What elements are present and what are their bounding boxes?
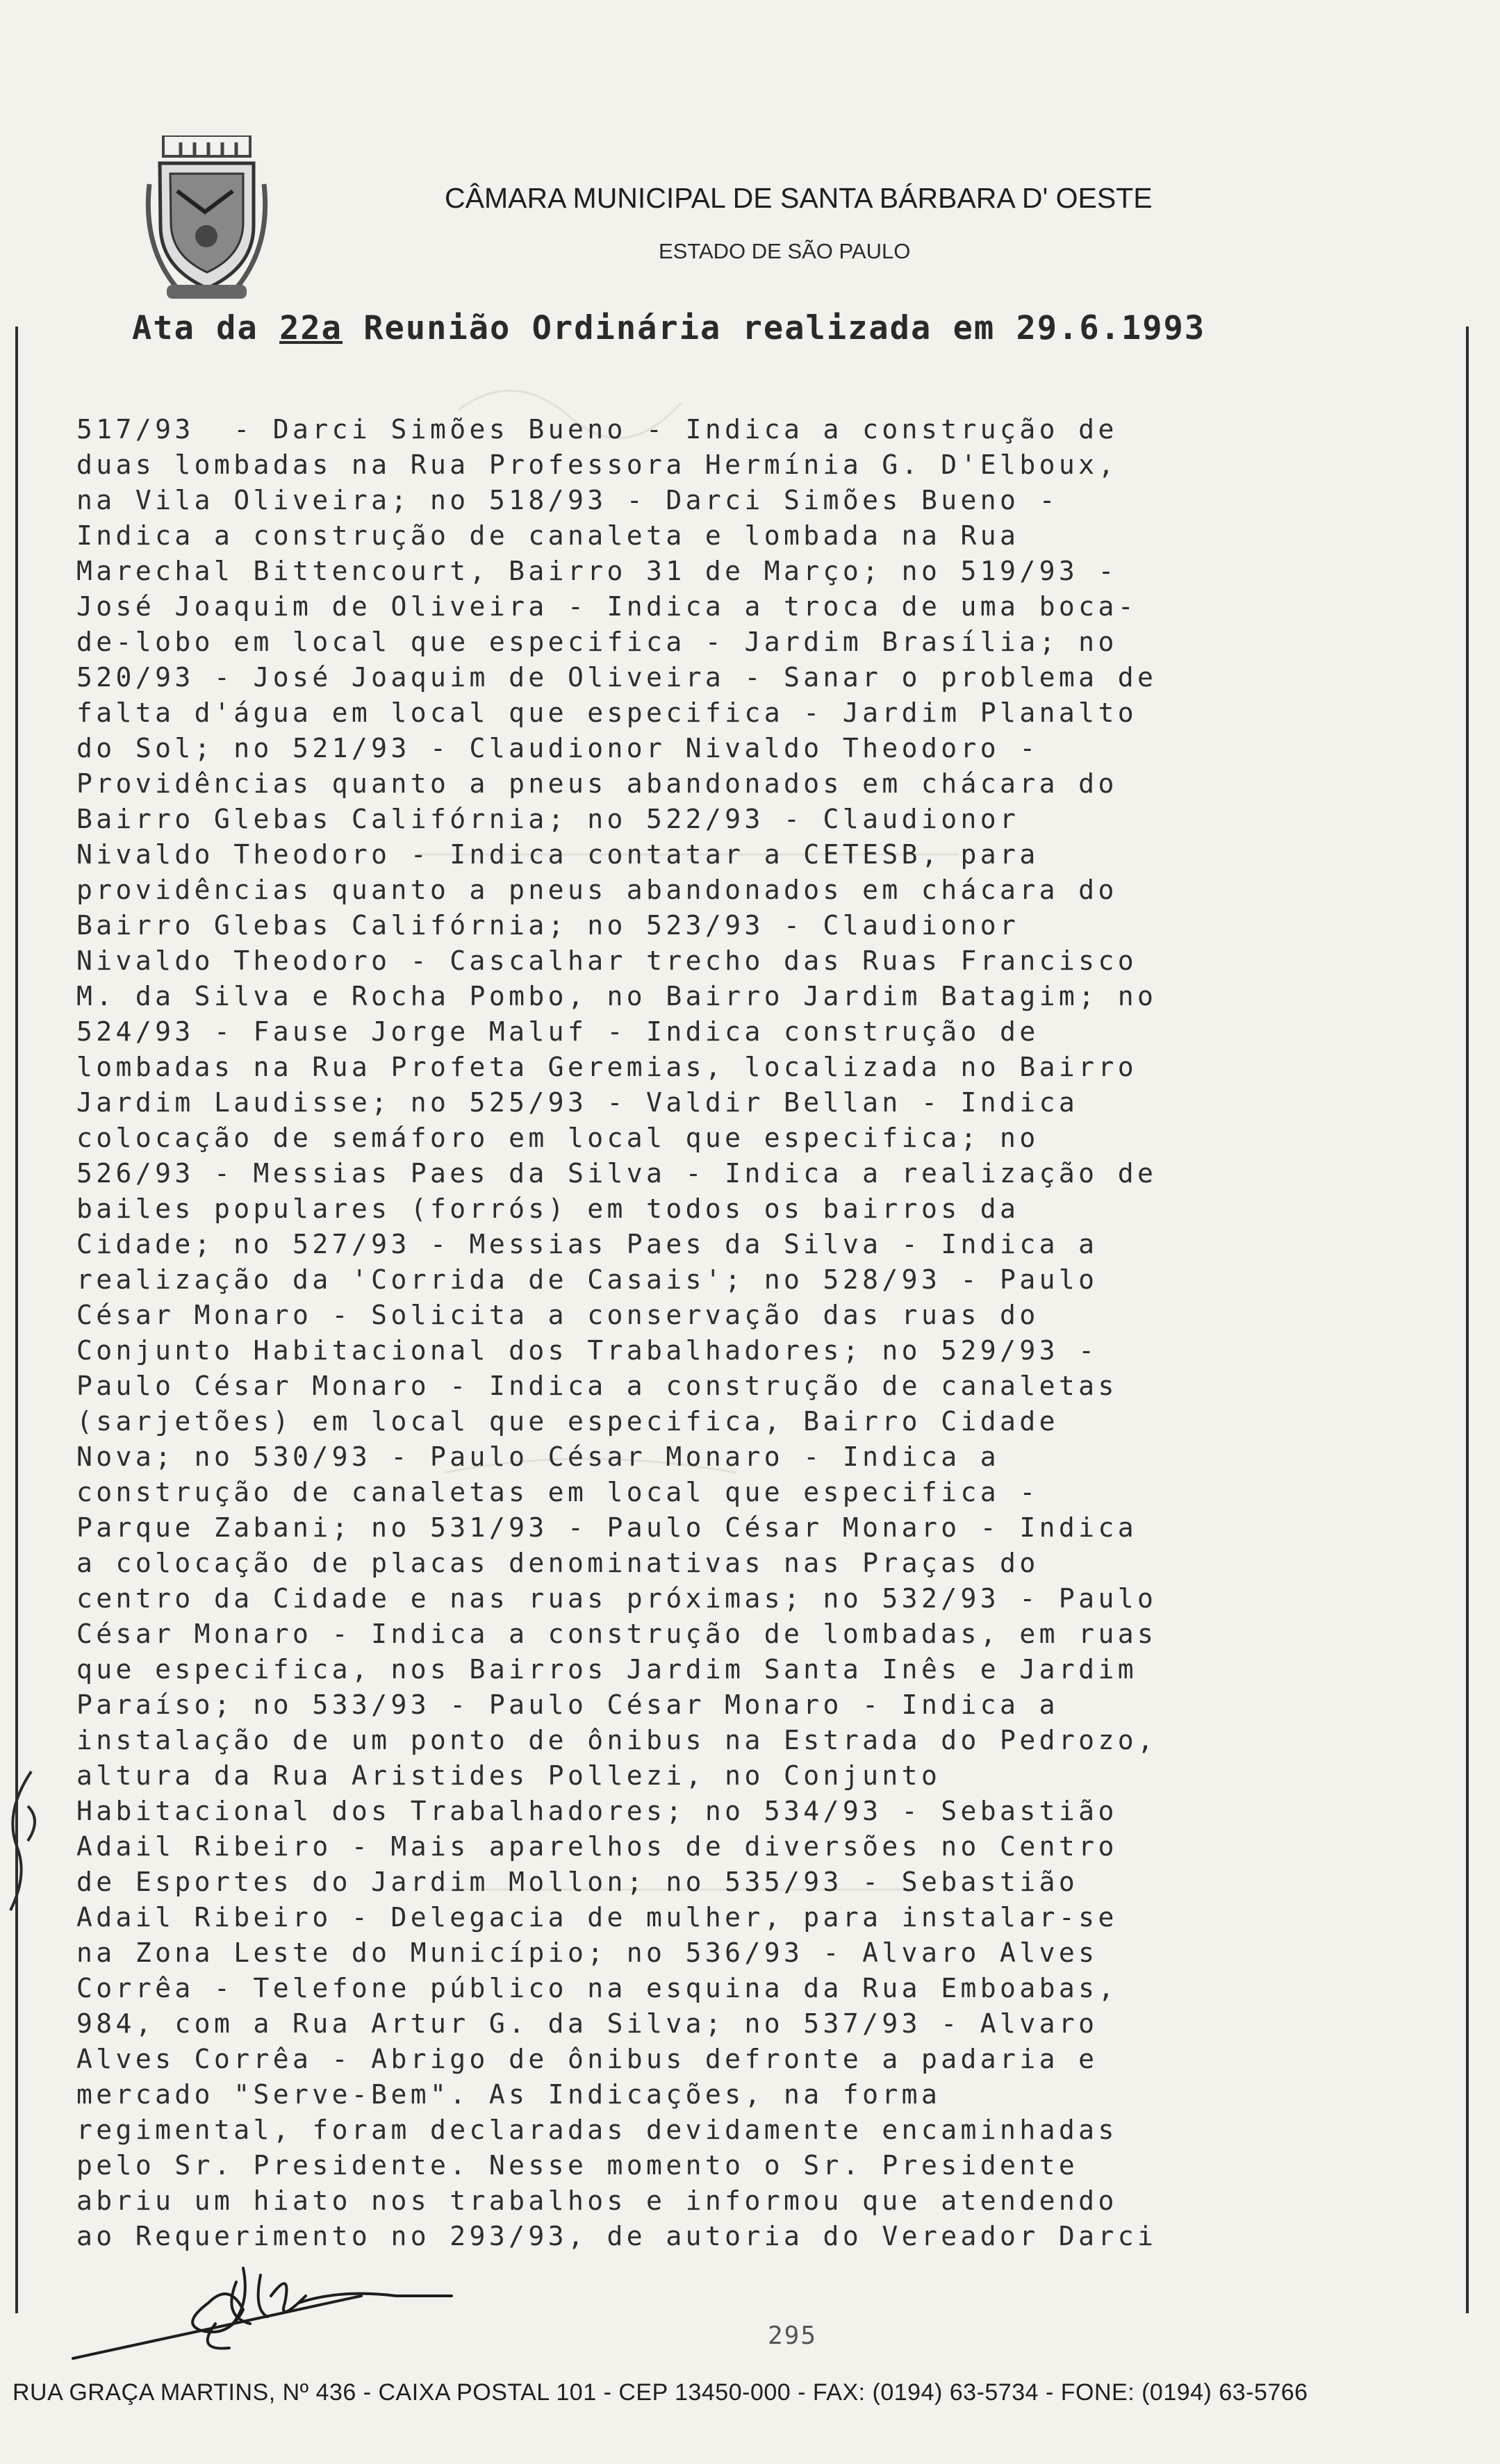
body-line: M. da Silva e Rocha Pombo, no Bairro Jardim Batagim; no [76, 981, 1157, 1011]
body-line: construção de canaletas em local que especifica - [76, 1477, 1039, 1507]
body-line: que especifica, nos Bairros Jardim Santa Inês e Jardim [76, 1654, 1138, 1685]
body-line: Adail Ribeiro - Delegacia de mulher, para instalar-se [76, 1902, 1118, 1933]
body-line: Habitacional dos Trabalhadores; no 534/93 - Sebastião [76, 1796, 1118, 1826]
body-line: Marechal Bittencourt, Bairro 31 de Março; no 519/93 - [76, 556, 1118, 586]
body-line: a colocação de placas denominativas nas Praças do [76, 1548, 1039, 1578]
body-line: Parque Zabani; no 531/93 - Paulo César Monaro - Indica [76, 1512, 1138, 1543]
body-line: bailes populares (forrós) em todos os bairros da [76, 1193, 1020, 1224]
body-line: César Monaro - Indica a construção de lombadas, em ruas [76, 1619, 1157, 1649]
page-border-left [15, 326, 18, 2313]
minutes-title-prefix: Ata da [132, 309, 280, 347]
minutes-body [76, 412, 1431, 2254]
body-line: (sarjetões) em local que especifica, Bairro Cidade [76, 1406, 1059, 1437]
body-line: Nivaldo Theodoro - Indica contatar a CETESB, para [76, 839, 1039, 870]
body-line: instalação de um ponto de ônibus na Estrada do Pedrozo, [76, 1725, 1157, 1755]
body-line: centro da Cidade e nas ruas próximas; no 532/93 - Paulo [76, 1583, 1157, 1614]
page-border-right [1466, 326, 1469, 2313]
body-line: Nova; no 530/93 - Paulo César Monaro - Indica a [76, 1441, 1000, 1472]
body-line: mercado "Serve-Bem". As Indicações, na forma [76, 2079, 941, 2110]
body-line: na Vila Oliveira; no 518/93 - Darci Simões Bueno - [76, 485, 1059, 515]
body-line: Paraíso; no 533/93 - Paulo César Monaro - Indica a [76, 1689, 1059, 1720]
body-line: na Zona Leste do Município; no 536/93 - Alvaro Alves [76, 1937, 1098, 1968]
body-line: pelo Sr. Presidente. Nesse momento o Sr. Presidente [76, 2150, 1079, 2181]
body-line: altura da Rua Aristides Pollezi, no Conjunto [76, 1760, 941, 1791]
body-line: do Sol; no 521/93 - Claudionor Nivaldo Theodoro - [76, 733, 1039, 763]
page-number: 295 [768, 2322, 818, 2350]
body-line: Corrêa - Telefone público na esquina da Rua Emboabas, [76, 1973, 1118, 2003]
body-line: regimental, foram declaradas devidamente encaminhadas [76, 2115, 1118, 2145]
body-line: Indica a construção de canaleta e lombada na Rua [76, 520, 1020, 551]
body-line: Alves Corrêa - Abrigo de ônibus defronte a padaria e [76, 2044, 1098, 2074]
body-line: Jardim Laudisse; no 525/93 - Valdir Bellan - Indica [76, 1087, 1079, 1118]
body-line: duas lombadas na Rua Professora Hermínia G. D'Elboux, [76, 449, 1118, 480]
body-line: 517/93 - Darci Simões Bueno - Indica a construção de [76, 414, 1118, 445]
body-line: providências quanto a pneus abandonados em chácara do [76, 875, 1118, 905]
body-line: 984, com a Rua Artur G. da Silva; no 537/93 - Alvaro [76, 2008, 1098, 2039]
body-line: realização da 'Corrida de Casais'; no 528/93 - Paulo [76, 1264, 1098, 1295]
footer-address: RUA GRAÇA MARTINS, Nº 436 - CAIXA POSTAL 101 - CEP 13450-000 - FAX: (0194) 63-5734 - FONE: (0194) 63-5766 [13, 2379, 1308, 2406]
body-line: César Monaro - Solicita a conservação das ruas do [76, 1300, 1039, 1330]
body-line: Nivaldo Theodoro - Cascalhar trecho das Ruas Francisco [76, 945, 1138, 976]
body-line: 526/93 - Messias Paes da Silva - Indica a realização de [76, 1158, 1157, 1189]
body-line: Adail Ribeiro - Mais aparelhos de diversões no Centro [76, 1831, 1118, 1862]
body-line: de-lobo em local que especifica - Jardim Brasília; no [76, 627, 1118, 657]
municipal-coat-of-arms-icon [142, 135, 271, 302]
body-line: José Joaquim de Oliveira - Indica a troca de uma boca- [76, 591, 1138, 622]
council-name: CÂMARA MUNICIPAL DE SANTA BÁRBARA D' OESTE [445, 182, 1153, 214]
body-line: falta d'água em local que especifica - Jardim Planalto [76, 697, 1138, 728]
body-line: ao Requerimento no 293/93, de autoria do Vereador Darci [76, 2221, 1157, 2251]
body-line: colocação de semáforo em local que especifica; no [76, 1123, 1039, 1153]
body-line: Paulo César Monaro - Indica a construção de canaletas [76, 1371, 1118, 1401]
body-line: Cidade; no 527/93 - Messias Paes da Silva - Indica a [76, 1229, 1098, 1259]
body-line: Bairro Glebas Califórnia; no 522/93 - Claudionor [76, 804, 1020, 834]
body-line: 520/93 - José Joaquim de Oliveira - Sanar o problema de [76, 662, 1157, 693]
body-line: 524/93 - Fause Jorge Maluf - Indica construção de [76, 1016, 1039, 1047]
body-line: Conjunto Habitacional dos Trabalhadores; no 529/93 - [76, 1335, 1098, 1366]
body-line: Bairro Glebas Califórnia; no 523/93 - Claudionor [76, 910, 1020, 941]
minutes-title-suffix: Reunião Ordinária realizada em 29.6.1993 [342, 309, 1206, 347]
state-name: ESTADO DE SÃO PAULO [659, 239, 911, 263]
meeting-ordinal: 22a [279, 309, 343, 347]
margin-initial-mark [0, 1764, 49, 1917]
body-line: de Esportes do Jardim Mollon; no 535/93 - Sebastião [76, 1867, 1079, 1897]
handwritten-signature [69, 2254, 459, 2372]
minutes-title [132, 309, 1205, 347]
body-line: lombadas na Rua Profeta Geremias, localizada no Bairro [76, 1052, 1138, 1082]
body-line: Providências quanto a pneus abandonados em chácara do [76, 768, 1118, 799]
body-line: abriu um hiato nos trabalhos e informou que atendendo [76, 2185, 1118, 2216]
